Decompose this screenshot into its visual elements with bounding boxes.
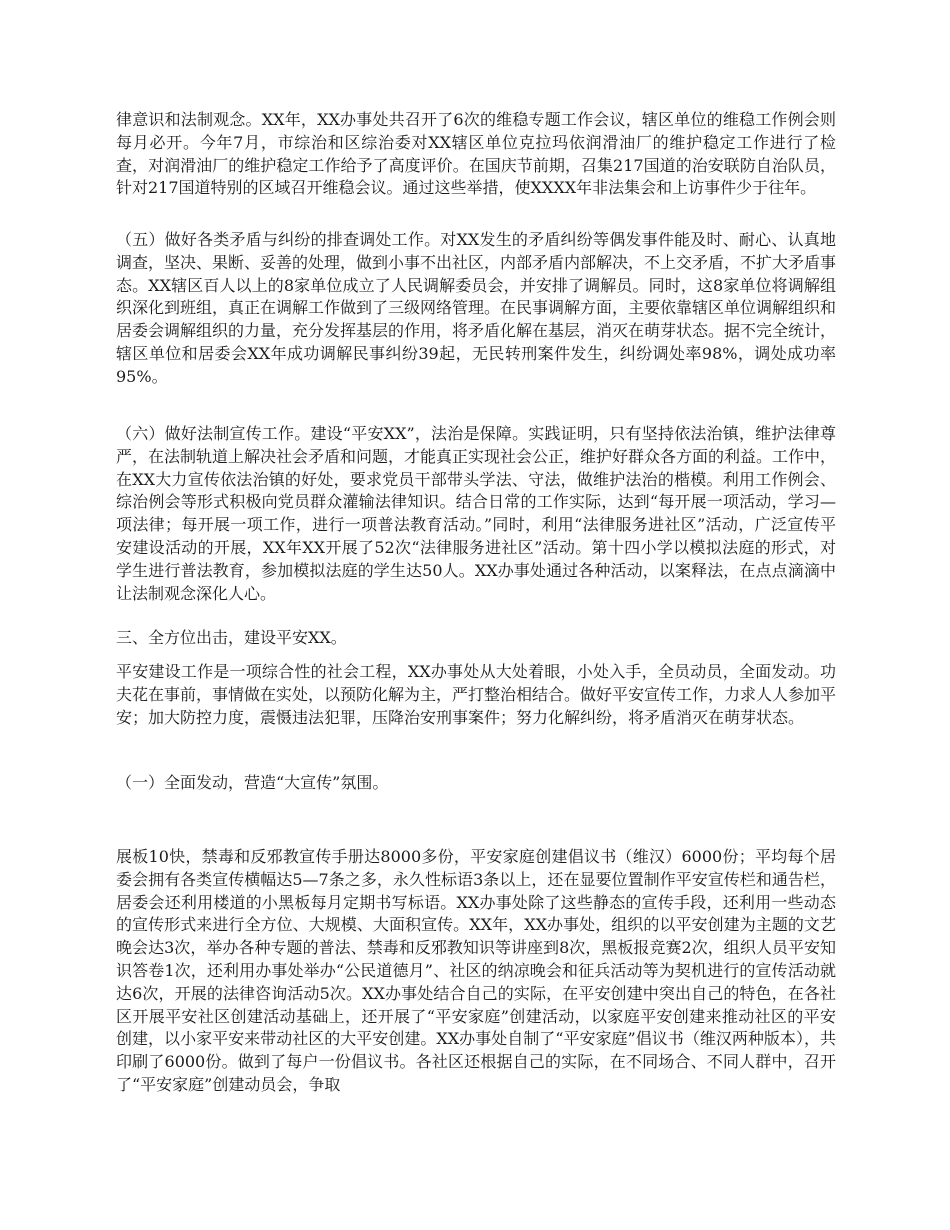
paragraph-stability-meetings: 律意识和法制观念。XX年，XX办事处共召开了6次的维稳专题工作会议，辖区单位的维稳工作例会则每月必开。今年7月，市综治和区综治委对XX辖区单位克拉玛依润滑油厂的维护稳定工作进行了检查，对润滑油厂的维护稳定工作给予了高度评价。在国庆节前期，召集217国道的治安联防自治队员，针对217国道特别的区域召开维稳会议。通过这些举措，使XXXX年非法集会和上访事件少于往年。 bbox=[116, 110, 836, 198]
paragraph-legal-publicity: （六）做好法制宣传工作。建设“平安XX”，法治是保障。实践证明，只有坚持依法治镇，维护法律尊严，在法制轨道上解决社会矛盾和问题，才能真正实现社会公正，维护好群众各方面的利益。工作中，在XX大力宣传依法治镇的好处，要求党员干部带头学法、守法，做维护法治的楷模。利用工作例会、综治例会等形式积极向党员群众灌输法律知识。结合日常的工作实际，达到“每开展一项活动，学习—项法律；每开展一项工作，进行一项普法教育活动。”同时，利用“法律服务进社区”活动，广泛宣传平安建设活动的开展，XX年XX开展了52次“法律服务进社区”活动。第十四小学以模拟法庭的形式，对学生进行普法教育，参加模拟法庭的学生达50人。XX办事处通过各种活动，以案释法，在点点滴滴中让法制观念深化人心。 bbox=[116, 424, 837, 603]
subsection-heading-one: （一）全面发动，营造“大宣传”氛围。 bbox=[116, 773, 389, 792]
paragraph-safety-construction: 平安建设工作是一项综合性的社会工程，XX办事处从大处着眼，小处入手，全员动员，全面发动。功夫花在事前，事情做在实处，以预防化解为主，严打整治相结合。做好平安宣传工作，力求人人参加平安；加大防控力度，震慑违法犯罪，压降治安刑事案件；努力化解纠纷，将矛盾消灭在萌芽状态。 bbox=[116, 662, 837, 727]
paragraph-publicity-activities: 展板10快，禁毒和反邪教宣传手册达8000多份，平安家庭创建倡议书（维汉）6000份；平均每个居委会拥有各类宣传横幅达5—7条之多，永久性标语3条以上，还在显要位置制作平安宣传栏和通告栏，居委会还利用楼道的小黑板每月定期书写标语。XX办事处除了这些静态的宣传手段，还利用一些动态的宣传形式来进行全方位、大规模、大面积宣传。XX年，XX办事处，组织的以平安创建为主题的文艺晚会达3次，举办各种专题的普法、禁毒和反邪教知识等讲座到8次，黑板报竞赛2次，组织人员平安知识答卷1次，还利用办事处举办“公民道德月”、社区的纳凉晚会和征兵活动等为契机进行的宣传活动就达6次，开展的法律咨询活动5次。XX办事处结合自己的实际，在平安创建中突出自己的特色，在各社区开展平安社区创建活动基础上，还开展了“平安家庭”创建活动，以家庭平安创建来推动社区的平安创建，以小家平安来带动社区的大平安创建。XX办事处自制了“平安家庭”倡议书（维汉两种版本），共印刷了6000份。做到了每户一份倡议书。各社区还根据自己的实际，在不同场合、不同人群中，召开了“平安家庭”创建动员会，争取 bbox=[116, 847, 836, 1094]
paragraph-dispute-mediation: （五）做好各类矛盾与纠纷的排查调处工作。对XX发生的矛盾纠纷等偶发事件能及时、耐心、认真地调查，坚决、果断、妥善的处理，做到小事不出社区，内部矛盾内部解决，不上交矛盾，不扩大矛盾事态。XX辖区百人以上的8家单位成立了人民调解委员会，并安排了调解员。同时，这8家单位将调解组织深化到班组，真正在调解工作做到了三级网络管理。在民事调解方面，主要依靠辖区单位调解组织和居委会调解组织的力量，充分发挥基层的作用，将矛盾化解在基层，消灭在萌芽状态。据不完全统计，辖区单位和居委会XX年成功调解民事纠纷39起，无民转刑案件发生，纠纷调处率98%，调处成功率95%。 bbox=[116, 230, 837, 386]
section-heading-three: 三、全方位出击，建设平安XX。 bbox=[116, 628, 347, 647]
